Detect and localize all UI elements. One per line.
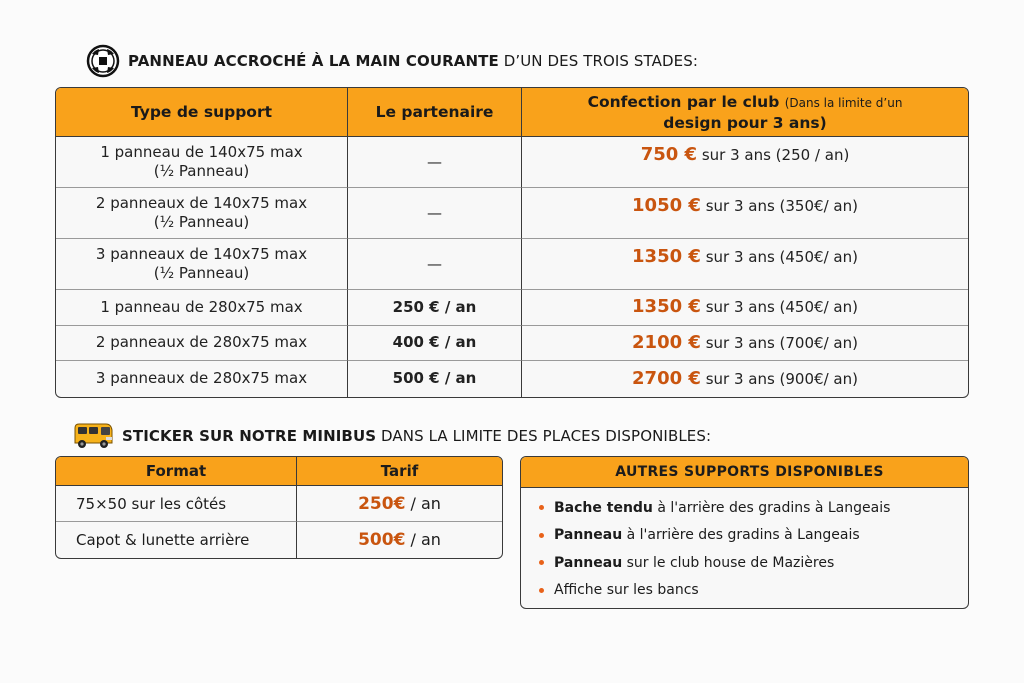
table-header-row [56,457,502,486]
table-row [56,137,968,188]
cell-club: 2100 € sur 3 ans (700€/ an) [521,326,968,362]
cell-partner: 500 € / an [347,361,521,397]
cell-type: 2 panneaux de 140x75 max (½ Panneau) [56,188,347,239]
header-club-bold2: design pour 3 ans) [663,113,827,132]
section-title-bold: STICKER SUR NOTRE MINIBUS [122,427,377,445]
header-club-note: (Dans la limite d’un [784,95,903,110]
table-row [56,188,968,239]
cell-type: 2 panneaux de 280x75 max [56,326,347,362]
stadium-panel-pricing-table [55,87,969,398]
header-tarif: Tarif [296,457,502,486]
cell-tarif: 500€ / an [296,522,502,558]
header-club-bold: Confection par le club [587,92,780,111]
table-row [56,239,968,290]
cell-club: 1350 € sur 3 ans (450€/ an) [521,239,968,290]
cell-club: 2700 € sur 3 ans (900€/ an) [521,361,968,397]
cell-type: 1 panneau de 280x75 max [56,290,347,326]
bullet-icon [539,588,544,593]
list-item: Affiche sur les bancs [539,577,968,605]
table-row [56,290,968,326]
table-row [56,326,968,362]
table-header-row [56,88,968,137]
cell-partner: — [347,239,521,290]
section-title-stadium-panels [86,44,698,78]
other-supports-list [521,488,968,604]
table-row [56,486,502,522]
section-title-minibus [72,422,711,450]
cell-tarif: 250€ / an [296,486,502,522]
table-row [56,361,968,397]
cell-club: 1350 € sur 3 ans (450€/ an) [521,290,968,326]
bullet-icon [539,505,544,510]
other-supports-box [520,456,969,609]
bullet-icon [539,560,544,565]
cell-format: Capot & lunette arrière [76,531,250,549]
minibus-icon [72,422,114,450]
section-title-rest: DANS LA LIMITE DES PLACES DISPONIBLES: [376,427,712,445]
soccer-ball-icon [86,44,120,78]
cell-partner: 400 € / an [347,326,521,362]
bullet-icon [539,533,544,538]
section-title-bold: PANNEAU ACCROCHÉ À LA MAIN COURANTE [128,52,499,70]
minibus-sticker-table [55,456,503,559]
cell-format: 75×50 sur les côtés [56,486,296,522]
cell-type: 3 panneaux de 140x75 max (½ Panneau) [56,239,347,290]
list-item: Bache tendu à l'arrière des gradins à Langeais [539,494,968,522]
cell-partner: 250 € / an [347,290,521,326]
list-item: Panneau sur le club house de Mazières [539,549,968,577]
cell-type: 1 panneau de 140x75 max (½ Panneau) [56,137,347,188]
cell-club: 750 € sur 3 ans (250 / an) [521,137,968,188]
header-format: Format [56,457,296,486]
cell-partner: — [347,137,521,188]
cell-partner: — [347,188,521,239]
cell-type: 3 panneaux de 280x75 max [95,369,308,388]
header-club [521,88,968,137]
list-item: Panneau à l'arrière des gradins à Langeais [539,522,968,550]
section-title-rest: D’UN DES TROIS STADES: [498,52,699,70]
header-partner: Le partenaire [347,88,521,137]
cell-club: 1050 € sur 3 ans (350€/ an) [521,188,968,239]
header-type: Type de support [56,88,347,137]
other-supports-title: AUTRES SUPPORTS DISPONIBLES [521,457,968,488]
table-row [56,522,502,558]
